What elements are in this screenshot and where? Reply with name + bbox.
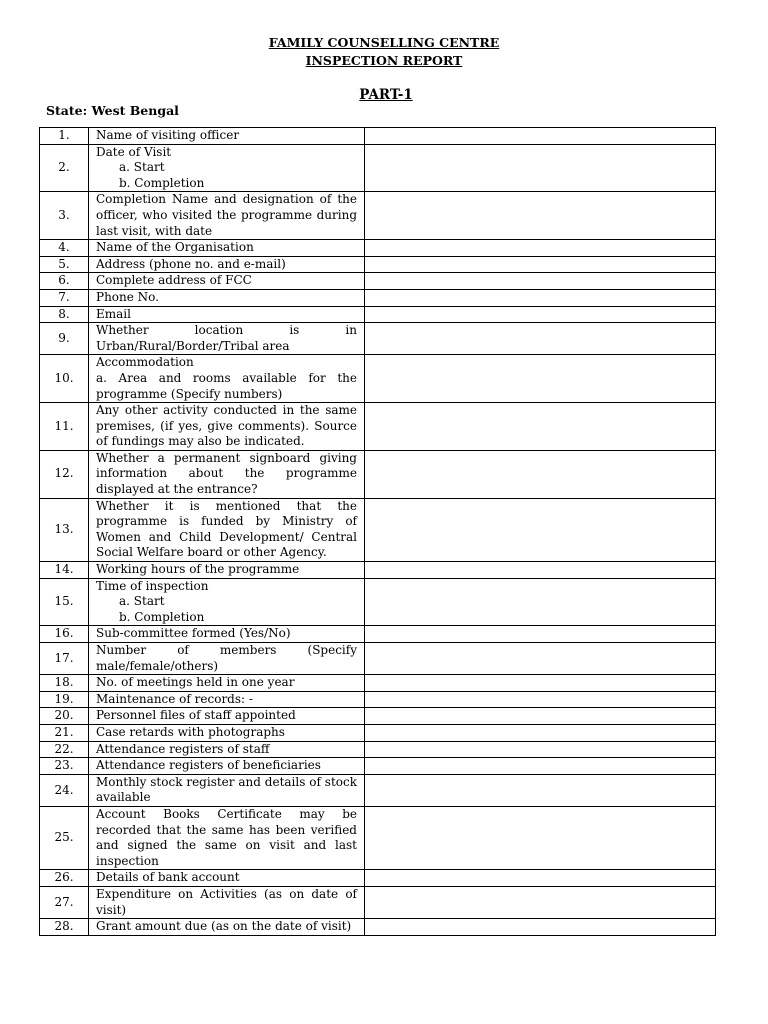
row-number: 19.: [40, 691, 89, 708]
item-description: [89, 578, 365, 626]
description-line: Case retards with photographs: [96, 724, 285, 739]
response-field[interactable]: [365, 562, 716, 579]
table-row: [40, 450, 716, 498]
description-line: Completion Name and designation of the officer, who visited the programme during last visit, with date: [96, 192, 357, 238]
response-field[interactable]: [365, 643, 716, 675]
row-number: 7.: [40, 289, 89, 306]
table-row: [40, 675, 716, 692]
item-description: [89, 144, 365, 192]
sub-item: a. Start: [119, 160, 165, 175]
part-heading: PART-1: [359, 87, 413, 103]
table-row: [40, 774, 716, 806]
table-row: [40, 643, 716, 675]
description-line: Complete address of FCC: [96, 273, 252, 288]
row-number: 2.: [40, 144, 89, 192]
table-row: [40, 919, 716, 936]
row-number: 14.: [40, 562, 89, 579]
item-description: [89, 403, 365, 451]
description-line: Time of inspection: [96, 578, 209, 593]
item-description: [89, 450, 365, 498]
response-field[interactable]: [365, 724, 716, 741]
response-field[interactable]: [365, 144, 716, 192]
description-line: Whether location is in Urban/Rural/Border/Tribal area: [96, 323, 357, 353]
description-line: Monthly stock register and details of stock available: [96, 774, 357, 805]
row-number: 24.: [40, 774, 89, 806]
response-field[interactable]: [365, 355, 716, 403]
response-field[interactable]: [365, 708, 716, 725]
item-description: [89, 741, 365, 758]
item-description: [89, 306, 365, 323]
item-description: [89, 886, 365, 918]
description-line: Attendance registers of staff: [96, 741, 270, 756]
row-number: 22.: [40, 741, 89, 758]
row-number: 17.: [40, 643, 89, 675]
row-number: 6.: [40, 273, 89, 290]
table-row: [40, 741, 716, 758]
response-field[interactable]: [365, 870, 716, 887]
table-row: [40, 306, 716, 323]
item-description: [89, 626, 365, 643]
item-description: [89, 691, 365, 708]
description-line: Grant amount due (as on the date of visit): [96, 919, 352, 934]
item-description: [89, 355, 365, 403]
row-number: 21.: [40, 724, 89, 741]
table-row: [40, 240, 716, 257]
response-field[interactable]: [365, 306, 716, 323]
table-row: [40, 192, 716, 240]
table-row: [40, 128, 716, 145]
description-line: Expenditure on Activities (as on date of visit): [96, 886, 357, 917]
table-row: [40, 323, 716, 355]
item-description: [89, 758, 365, 775]
description-line: Details of bank account: [96, 870, 240, 885]
description-line: Working hours of the programme: [96, 562, 300, 577]
description-line: Whether it is mentioned that the programme is funded by Ministry of Women and Child Development/ Central Social Welfare board or other Agency.: [96, 498, 357, 560]
table-row: [40, 708, 716, 725]
row-number: 27.: [40, 886, 89, 918]
item-description: [89, 323, 365, 355]
table-row: [40, 355, 716, 403]
description-line: Attendance registers of beneficiaries: [96, 758, 321, 773]
row-number: 18.: [40, 675, 89, 692]
table-row: [40, 144, 716, 192]
item-description: [89, 192, 365, 240]
row-number: 15.: [40, 578, 89, 626]
description-line: Account Books Certificate may be recorded that the same has been verified and signed the same on visit and last inspection: [96, 806, 357, 868]
sub-item: b. Completion: [119, 609, 205, 624]
row-number: 1.: [40, 128, 89, 145]
row-number: 16.: [40, 626, 89, 643]
response-field[interactable]: [365, 774, 716, 806]
row-number: 9.: [40, 323, 89, 355]
row-number: 8.: [40, 306, 89, 323]
table-row: [40, 562, 716, 579]
row-number: 11.: [40, 403, 89, 451]
item-description: [89, 562, 365, 579]
row-number: 25.: [40, 806, 89, 869]
response-field[interactable]: [365, 256, 716, 273]
table-row: [40, 289, 716, 306]
response-field[interactable]: [365, 758, 716, 775]
row-number: 20.: [40, 708, 89, 725]
table-row: [40, 498, 716, 561]
response-field[interactable]: [365, 289, 716, 306]
description-line: a. Area and rooms available for the programme (Specify numbers): [96, 370, 357, 401]
response-field[interactable]: [365, 675, 716, 692]
table-row: [40, 403, 716, 451]
response-field[interactable]: [365, 919, 716, 936]
table-row: [40, 758, 716, 775]
response-field[interactable]: [365, 806, 716, 869]
description-line: Email: [96, 306, 131, 321]
table-row: [40, 691, 716, 708]
item-description: [89, 724, 365, 741]
item-description: [89, 289, 365, 306]
response-field[interactable]: [365, 403, 716, 451]
response-field[interactable]: [365, 128, 716, 145]
inspection-table: [39, 127, 716, 936]
response-field[interactable]: [365, 273, 716, 290]
item-description: [89, 919, 365, 936]
description-line: Whether a permanent signboard giving information about the programme displayed at the entrance?: [96, 450, 357, 497]
response-field[interactable]: [365, 323, 716, 355]
item-description: [89, 498, 365, 561]
item-description: [89, 806, 365, 869]
item-description: [89, 774, 365, 806]
description-line: Phone No.: [96, 289, 159, 304]
row-number: 10.: [40, 355, 89, 403]
row-number: 26.: [40, 870, 89, 887]
description-line: Name of the Organisation: [96, 240, 254, 255]
row-number: 28.: [40, 919, 89, 936]
row-number: 3.: [40, 192, 89, 240]
row-number: 5.: [40, 256, 89, 273]
description-line: Maintenance of records: -: [96, 691, 253, 706]
response-field[interactable]: [365, 741, 716, 758]
description-line: Personnel files of staff appointed: [96, 708, 296, 723]
response-field[interactable]: [365, 240, 716, 257]
item-description: [89, 128, 365, 145]
form-title: FAMILY COUNSELLING CENTRE: [268, 35, 500, 50]
response-field[interactable]: [365, 578, 716, 626]
description-line: Number of members (Specify male/female/others): [96, 643, 357, 673]
state-label: State: West Bengal: [46, 103, 179, 118]
item-description: [89, 643, 365, 675]
table-row: [40, 806, 716, 869]
item-description: [89, 240, 365, 257]
row-number: 4.: [40, 240, 89, 257]
response-field[interactable]: [365, 886, 716, 918]
item-description: [89, 870, 365, 887]
table-row: [40, 870, 716, 887]
form-subtitle: INSPECTION REPORT: [305, 53, 463, 68]
item-description: [89, 273, 365, 290]
response-field[interactable]: [365, 626, 716, 643]
item-description: [89, 256, 365, 273]
description-line: No. of meetings held in one year: [96, 675, 295, 690]
table-row: [40, 578, 716, 626]
description-line: Name of visiting officer: [96, 128, 240, 142]
description-line: Sub-committee formed (Yes/No): [96, 626, 291, 641]
row-number: 23.: [40, 758, 89, 775]
description-line: Address (phone no. and e-mail): [96, 256, 286, 271]
sub-item: b. Completion: [119, 175, 205, 190]
table-row: [40, 886, 716, 918]
response-field[interactable]: [365, 450, 716, 498]
description-line: Any other activity conducted in the same premises, (if yes, give comments). Source of fundings may also be indicated.: [96, 403, 357, 449]
table-row: [40, 626, 716, 643]
response-field[interactable]: [365, 498, 716, 561]
row-number: 13.: [40, 498, 89, 561]
item-description: [89, 708, 365, 725]
item-description: [89, 675, 365, 692]
table-row: [40, 273, 716, 290]
table-row: [40, 256, 716, 273]
sub-item: a. Start: [119, 594, 165, 609]
response-field[interactable]: [365, 691, 716, 708]
response-field[interactable]: [365, 192, 716, 240]
table-row: [40, 724, 716, 741]
description-line: Date of Visit: [96, 144, 172, 159]
row-number: 12.: [40, 450, 89, 498]
description-line: Accommodation: [96, 355, 194, 370]
